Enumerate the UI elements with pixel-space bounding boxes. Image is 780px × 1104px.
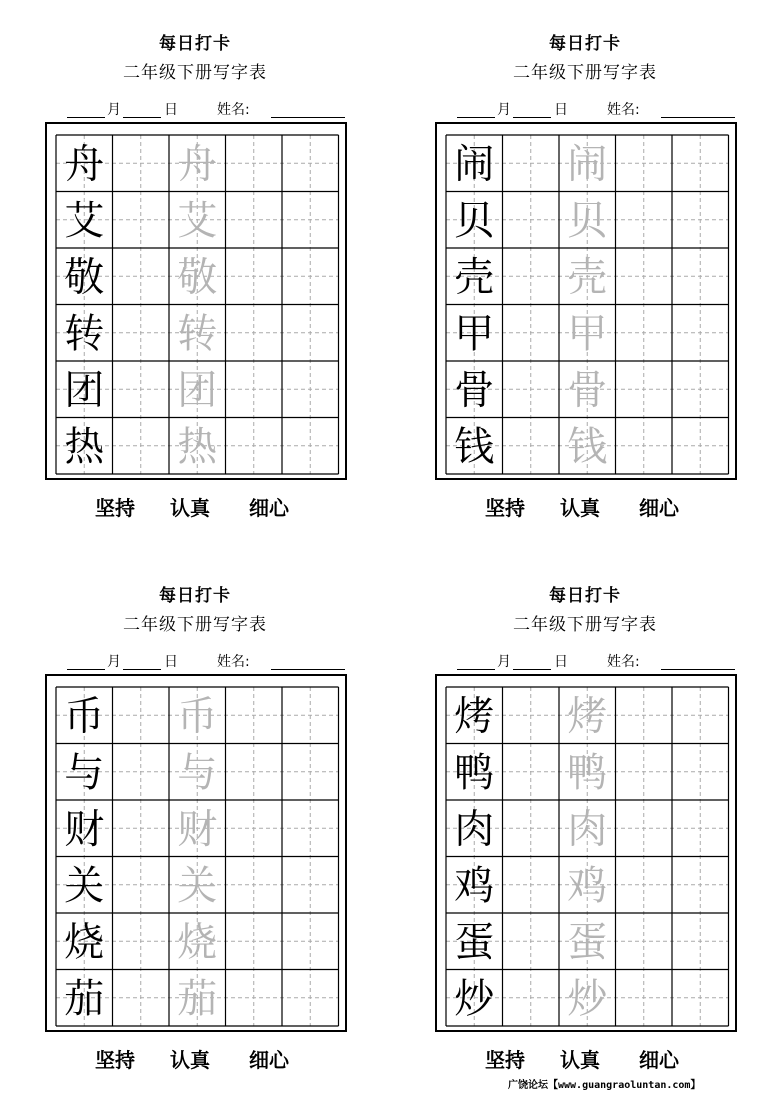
date-name-line: [455, 653, 745, 671]
trace-character: 骨: [567, 367, 608, 414]
trace-character: 鸡: [567, 862, 608, 909]
month-blank: [67, 669, 105, 670]
trace-character: 炒: [567, 975, 608, 1022]
model-character: 舟: [64, 141, 105, 188]
model-character: 闹: [454, 141, 495, 188]
trace-character: 鸭: [567, 749, 608, 796]
model-character: 甲: [454, 310, 495, 357]
model-character: 蛋: [454, 919, 495, 966]
day-blank: [513, 117, 551, 118]
worksheet-subtitle: 二年级下册写字表: [513, 63, 657, 83]
model-character: 鸭: [454, 749, 495, 796]
trace-character: 与: [177, 749, 218, 796]
writing-grid-frame: [45, 122, 347, 480]
name-blank: [271, 669, 345, 670]
model-character: 财: [64, 806, 105, 853]
slogan-word: 细心: [639, 1048, 679, 1072]
trace-character: 关: [177, 862, 218, 909]
month-label: 月: [497, 654, 511, 670]
name-label: 姓名:: [607, 102, 640, 118]
slogan-word: 坚持: [95, 496, 135, 520]
site-footer: 广饶论坛【www.guangraoluntan.com】: [508, 1080, 701, 1091]
trace-character: 热: [177, 423, 218, 470]
worksheet-title: 每日打卡: [159, 586, 231, 606]
trace-character: 舟: [177, 141, 218, 188]
trace-character: 甲: [567, 310, 608, 357]
month-blank: [457, 669, 495, 670]
trace-character: 艾: [177, 197, 218, 244]
slogan-word: 认真: [170, 1048, 210, 1072]
model-character: 团: [64, 367, 105, 414]
date-name-line: [65, 653, 355, 671]
slogan-word: 细心: [249, 1048, 289, 1072]
name-blank: [661, 117, 735, 118]
model-character: 肉: [454, 806, 495, 853]
tianzige-grid: [55, 686, 340, 1027]
worksheet-subtitle: 二年级下册写字表: [123, 615, 267, 635]
month-label: 月: [107, 102, 121, 118]
date-name-line: [455, 101, 745, 119]
day-blank: [123, 117, 161, 118]
slogan-word: 坚持: [95, 1048, 135, 1072]
trace-character: 贝: [567, 197, 608, 244]
worksheet-card: [45, 552, 345, 1092]
month-label: 月: [107, 654, 121, 670]
trace-character: 烧: [177, 919, 218, 966]
name-label: 姓名:: [607, 654, 640, 670]
model-character: 骨: [454, 367, 495, 414]
day-label: 日: [554, 654, 568, 670]
slogan-word: 认真: [560, 496, 600, 520]
model-character: 热: [64, 423, 105, 470]
worksheet-card: [45, 0, 345, 540]
model-character: 钱: [454, 423, 495, 470]
tianzige-grid: [55, 134, 340, 475]
trace-character: 钱: [567, 423, 608, 470]
writing-grid-frame: [45, 674, 347, 1032]
trace-character: 茄: [177, 975, 218, 1022]
name-label: 姓名:: [217, 654, 250, 670]
slogan-word: 细心: [249, 496, 289, 520]
worksheet-subtitle: 二年级下册写字表: [513, 615, 657, 635]
day-label: 日: [554, 102, 568, 118]
month-blank: [457, 117, 495, 118]
trace-character: 烤: [567, 693, 608, 740]
slogan-word: 细心: [639, 496, 679, 520]
trace-character: 壳: [567, 254, 608, 301]
model-character: 关: [64, 862, 105, 909]
trace-character: 闹: [567, 141, 608, 188]
slogan-word: 坚持: [485, 496, 525, 520]
month-blank: [67, 117, 105, 118]
day-blank: [513, 669, 551, 670]
worksheet-title: 每日打卡: [549, 586, 621, 606]
month-label: 月: [497, 102, 511, 118]
worksheet-card: [435, 552, 735, 1092]
trace-character: 团: [177, 367, 218, 414]
model-character: 茄: [64, 975, 105, 1022]
model-character: 壳: [454, 254, 495, 301]
tianzige-grid: [445, 134, 730, 475]
trace-character: 币: [177, 693, 218, 740]
trace-character: 敬: [177, 254, 218, 301]
model-character: 烤: [454, 693, 495, 740]
name-blank: [661, 669, 735, 670]
date-name-line: [65, 101, 355, 119]
trace-character: 肉: [567, 806, 608, 853]
model-character: 鸡: [454, 862, 495, 909]
trace-character: 蛋: [567, 919, 608, 966]
model-character: 与: [64, 749, 105, 796]
trace-character: 财: [177, 806, 218, 853]
worksheet-card: [435, 0, 735, 540]
worksheet-title: 每日打卡: [549, 34, 621, 54]
model-character: 烧: [64, 919, 105, 966]
writing-grid-frame: [435, 674, 737, 1032]
model-character: 炒: [454, 975, 495, 1022]
slogan-word: 认真: [560, 1048, 600, 1072]
model-character: 转: [64, 310, 105, 357]
slogan-word: 坚持: [485, 1048, 525, 1072]
worksheet-subtitle: 二年级下册写字表: [123, 63, 267, 83]
model-character: 币: [64, 693, 105, 740]
name-blank: [271, 117, 345, 118]
name-label: 姓名:: [217, 102, 250, 118]
day-label: 日: [164, 102, 178, 118]
model-character: 敬: [64, 254, 105, 301]
worksheet-title: 每日打卡: [159, 34, 231, 54]
day-label: 日: [164, 654, 178, 670]
model-character: 艾: [64, 197, 105, 244]
tianzige-grid: [445, 686, 730, 1027]
writing-grid-frame: [435, 122, 737, 480]
slogan-word: 认真: [170, 496, 210, 520]
trace-character: 转: [177, 310, 218, 357]
day-blank: [123, 669, 161, 670]
model-character: 贝: [454, 197, 495, 244]
